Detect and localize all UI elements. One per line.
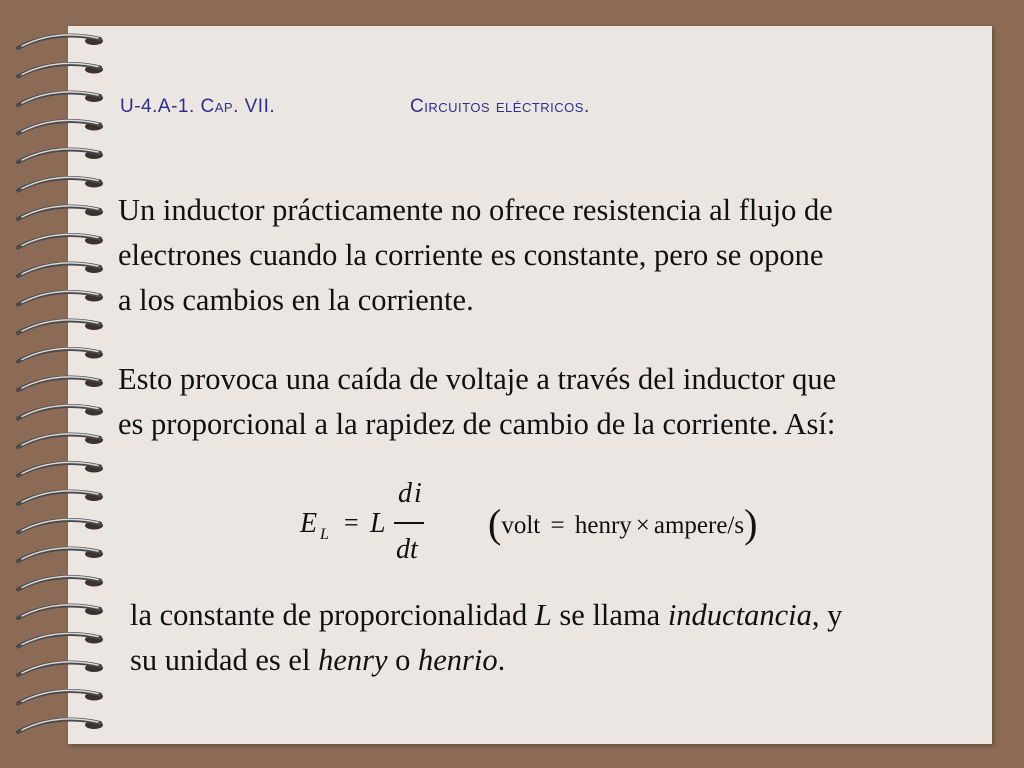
binding-ring [18,63,103,76]
term-henry: henry [318,643,388,677]
paragraph-line [130,638,842,683]
paragraph-line: Esto provoca una caída de voltaje a través del inductor que [118,362,837,396]
paragraph-voltage-drop [118,357,836,447]
binding-ring [18,576,103,589]
equation-denominator: dt [396,534,418,565]
binding-ring [18,633,103,646]
fraction-bar [394,522,424,524]
paragraph-line: Un inductor prácticamente no ofrece resistencia al flujo de [118,193,833,227]
paragraph-inductor-description [118,188,833,323]
equation-coefficient-l: L [370,508,386,539]
paragraph-line [130,593,842,638]
equation-symbol-e: E [300,508,318,539]
equation-equals: = [344,508,359,537]
binding-ring [18,491,103,504]
binding-ring [18,35,103,48]
slide-header [120,96,590,118]
binding-ring [18,291,103,304]
term-inductancia: inductancia [667,598,812,632]
units-ampere-per-second: ampere/s [653,512,745,539]
binding-ring [18,120,103,133]
paragraph-line: electrones cuando la corriente es constante, pero se opone [118,238,824,272]
binding-ring [18,263,103,276]
units-equals: = [550,512,565,539]
header-code: U-4.A-1. Cap. VII. [120,96,276,117]
paragraph-line: a los cambios en la corriente. [118,283,474,317]
text-run: la constante de proporcionalidad [130,598,535,632]
equation-numerator: di [398,478,424,509]
units-open-paren: ( [488,501,502,546]
binding-ring [18,92,103,105]
binding-ring [18,690,103,703]
binding-ring [18,149,103,162]
binding-ring [18,206,103,219]
header-title: Circuitos eléctricos. [410,96,590,117]
paragraph-line: es proporcional a la rapidez de cambio de la corriente. Así: [118,407,836,441]
text-run: , y [811,598,843,632]
binding-ring [18,662,103,675]
binding-ring [18,320,103,333]
binding-ring [18,348,103,361]
text-run: su unidad es el [130,643,319,677]
binding-ring [18,605,103,618]
spiral-binding-icon [0,0,120,768]
binding-ring [18,177,103,190]
binding-ring [18,462,103,475]
symbol-l: L [534,598,552,632]
binding-ring [18,405,103,418]
units-times: × [635,512,650,539]
binding-ring [18,434,103,447]
units-henry: henry [574,512,632,539]
binding-ring [18,377,103,390]
binding-ring [18,234,103,247]
binding-ring [18,548,103,561]
units-close-paren: ) [744,501,758,546]
equation-subscript-l: L [320,526,329,543]
paragraph-inductance-definition [130,593,842,683]
units-volt: volt [501,512,541,539]
equation-inductor-voltage [300,478,450,568]
term-henrio: henrio [418,643,498,677]
text-run: . [497,643,506,677]
text-run: se llama [551,598,668,632]
binding-ring [18,719,103,732]
equation-units [488,496,758,546]
text-run: o [387,643,419,677]
binding-ring [18,519,103,532]
